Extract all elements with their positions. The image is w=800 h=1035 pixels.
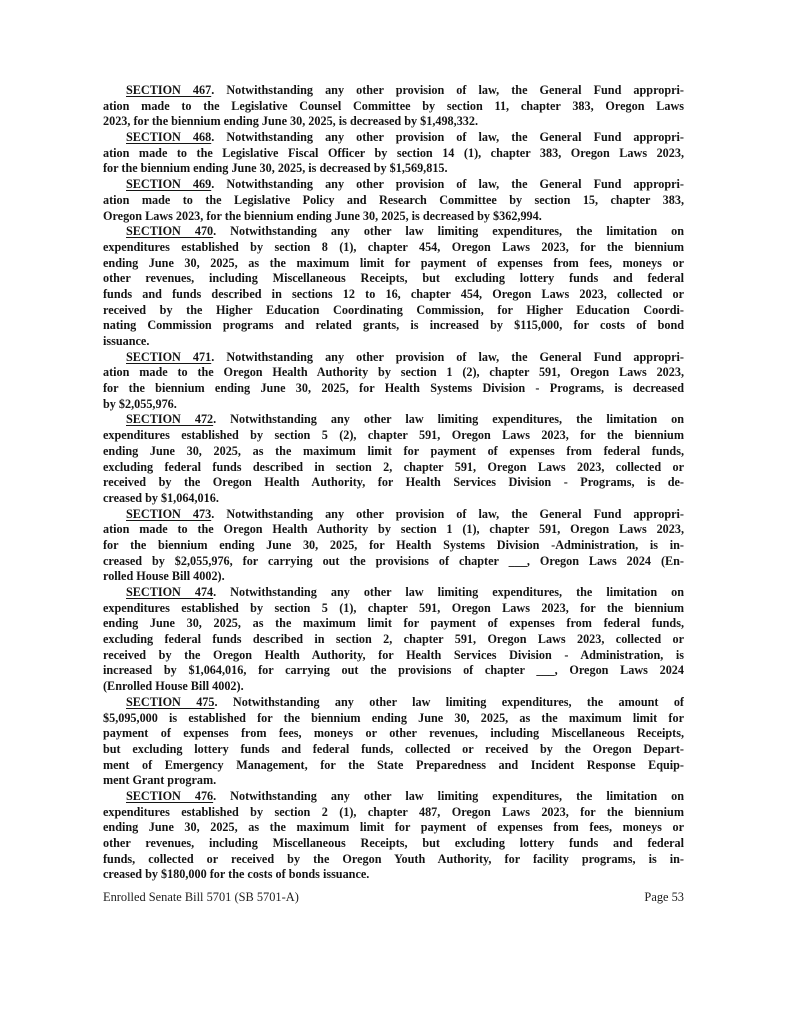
section-text-line: ation made to the Oregon Health Authority by section 1 (1), chapter 591, Oregon Laws 2023,	[103, 522, 684, 537]
section-text-line: but excluding lottery funds and federal funds, collected or received by the Oregon Depart-	[103, 741, 684, 756]
section-text-line: for the biennium ending June 30, 2025, for Health Systems Division -Administration, is in-	[103, 537, 684, 552]
section-text-line: ment of Emergency Management, for the State Preparedness and Incident Response Equip-	[103, 757, 684, 772]
section-text-line: funds, collected or received by the Oregon Youth Authority, for facility programs, is in-	[103, 851, 684, 866]
page-footer	[103, 890, 684, 905]
section-first-line: SECTION 470. Notwithstanding any other law limiting expenditures, the limitation on	[126, 224, 684, 239]
section-text-line: ending June 30, 2025, as the maximum limit for payment of expenses from fees, moneys or	[103, 820, 684, 835]
section-paragraph	[103, 412, 684, 506]
section-text-line: excluding federal funds described in section 2, chapter 591, Oregon Laws 2023, collected or	[103, 459, 684, 474]
section-text-line: payment of expenses from fees, moneys or other revenues, including Miscellaneous Receipts,	[103, 726, 684, 741]
section-text-line: $5,095,000 is established for the biennium ending June 30, 2025, as the maximum limit for	[103, 710, 684, 725]
section-first-line: SECTION 471. Notwithstanding any other provision of law, the General Fund appropri-	[126, 349, 684, 364]
section-text-line: increased by $1,064,016, for carrying out the provisions of chapter ___, Oregon Laws 2024	[103, 663, 684, 678]
section-paragraph	[103, 695, 684, 789]
section-text-line: issuance.	[103, 334, 150, 348]
section-number: SECTION 473	[126, 506, 212, 521]
section-first-line: SECTION 473. Notwithstanding any other provision of law, the General Fund appropri-	[126, 506, 684, 521]
section-number: SECTION 476	[126, 788, 214, 803]
section-number: SECTION 468	[126, 130, 212, 145]
section-text-line: ation made to the Legislative Counsel Committee by section 11, chapter 383, Oregon Laws	[103, 98, 684, 113]
section-text-line: (Enrolled House Bill 4002).	[103, 679, 244, 694]
section-text-line: for the biennium ending June 30, 2025, is decreased by $1,569,815.	[103, 161, 448, 176]
section-first-line: SECTION 472. Notwithstanding any other law limiting expenditures, the limitation on	[126, 412, 684, 427]
section-text-line: ending June 30, 2025, as the maximum limit for payment of expenses from fees, moneys or	[103, 255, 684, 270]
section-text-line: rolled House Bill 4002).	[103, 569, 225, 584]
section-number: SECTION 469	[126, 177, 212, 192]
section-text-line: other revenues, including Miscellaneous Receipts, but excluding lottery funds and federal	[103, 271, 684, 286]
section-paragraph	[103, 83, 684, 130]
section-text-line: creased by $1,064,016.	[103, 490, 219, 505]
section-paragraph	[103, 507, 684, 585]
section-first-line: SECTION 474. Notwithstanding any other law limiting expenditures, the limitation on	[126, 585, 684, 599]
document-body	[103, 83, 684, 883]
section-text-line: received by the Oregon Health Authority, for Health Services Division - Programs, is de-	[103, 475, 684, 490]
section-first-line: SECTION 467. Notwithstanding any other provision of law, the General Fund appropri-	[126, 83, 684, 97]
section-text-line: ation made to the Legislative Policy and Research Committee by section 15, chapter 383,	[103, 192, 684, 207]
section-text-line: ending June 30, 2025, as the maximum limit for payment of expenses from federal funds,	[103, 443, 684, 458]
section-paragraph	[103, 350, 684, 413]
section-first-line: SECTION 475. Notwithstanding any other law limiting expenditures, the amount of	[126, 694, 684, 709]
section-first-line: SECTION 468. Notwithstanding any other provision of law, the General Fund appropri-	[126, 130, 684, 145]
section-number: SECTION 475	[126, 694, 215, 709]
section-number: SECTION 471	[126, 349, 212, 364]
section-text-line: by $2,055,976.	[103, 396, 177, 411]
section-text-line: creased by $2,055,976, for carrying out the provisions of chapter ___, Oregon Laws 2024 (En-	[103, 553, 684, 568]
section-text-line: expenditures established by section 8 (1), chapter 454, Oregon Laws 2023, for the biennium	[103, 239, 684, 254]
section-text-line: funds and funds described in sections 12 to 16, chapter 454, Oregon Laws 2023, collected or	[103, 286, 684, 301]
section-text-line: excluding federal funds described in section 2, chapter 591, Oregon Laws 2023, collected or	[103, 632, 684, 647]
section-text-line: ending June 30, 2025, as the maximum limit for payment of expenses from federal funds,	[103, 616, 684, 631]
section-paragraph	[103, 789, 684, 883]
section-text-line: expenditures established by section 5 (1), chapter 591, Oregon Laws 2023, for the biennium	[103, 600, 684, 615]
section-number: SECTION 467	[126, 83, 212, 97]
section-text-line: 2023, for the biennium ending June 30, 2025, is decreased by $1,498,332.	[103, 114, 479, 129]
section-text-line: expenditures established by section 5 (2), chapter 591, Oregon Laws 2023, for the biennium	[103, 428, 684, 443]
footer-page-number: Page 53	[644, 890, 684, 904]
section-text-line: ation made to the Legislative Fiscal Officer by section 14 (1), chapter 383, Oregon Laws 2023,	[103, 145, 684, 160]
section-paragraph	[103, 177, 684, 224]
section-text-line: ment Grant program.	[103, 773, 217, 788]
section-number: SECTION 474	[126, 585, 214, 599]
section-text-line: received by the Oregon Health Authority, for Health Services Division - Administration, is	[103, 647, 684, 662]
section-paragraph	[103, 585, 684, 695]
section-first-line: SECTION 469. Notwithstanding any other provision of law, the General Fund appropri-	[126, 177, 684, 192]
section-paragraph	[103, 224, 684, 350]
section-text-line: expenditures established by section 2 (1), chapter 487, Oregon Laws 2023, for the biennium	[103, 804, 684, 819]
section-text-line: nating Commission programs and related grants, is increased by $115,000, for costs of bond	[103, 318, 684, 333]
section-text-line: other revenues, including Miscellaneous Receipts, but excluding lottery funds and federal	[103, 836, 684, 850]
section-text-line: Oregon Laws 2023, for the biennium ending June 30, 2025, is decreased by $362,994.	[103, 208, 542, 223]
section-first-line: SECTION 476. Notwithstanding any other law limiting expenditures, the limitation on	[126, 788, 684, 803]
section-number: SECTION 472	[126, 412, 214, 427]
footer-bill-title: Enrolled Senate Bill 5701 (SB 5701-A)	[103, 890, 299, 904]
section-text-line: for the biennium ending June 30, 2025, for Health Systems Division - Programs, is decreased	[103, 381, 684, 396]
section-text-line: creased by $180,000 for the costs of bonds issuance.	[103, 867, 370, 882]
section-text-line: ation made to the Oregon Health Authority by section 1 (2), chapter 591, Oregon Laws 2023,	[103, 365, 684, 380]
section-text-line: received by the Higher Education Coordinating Commission, for Higher Education Coordi-	[103, 302, 684, 317]
section-paragraph	[103, 130, 684, 177]
section-number: SECTION 470	[126, 224, 214, 239]
